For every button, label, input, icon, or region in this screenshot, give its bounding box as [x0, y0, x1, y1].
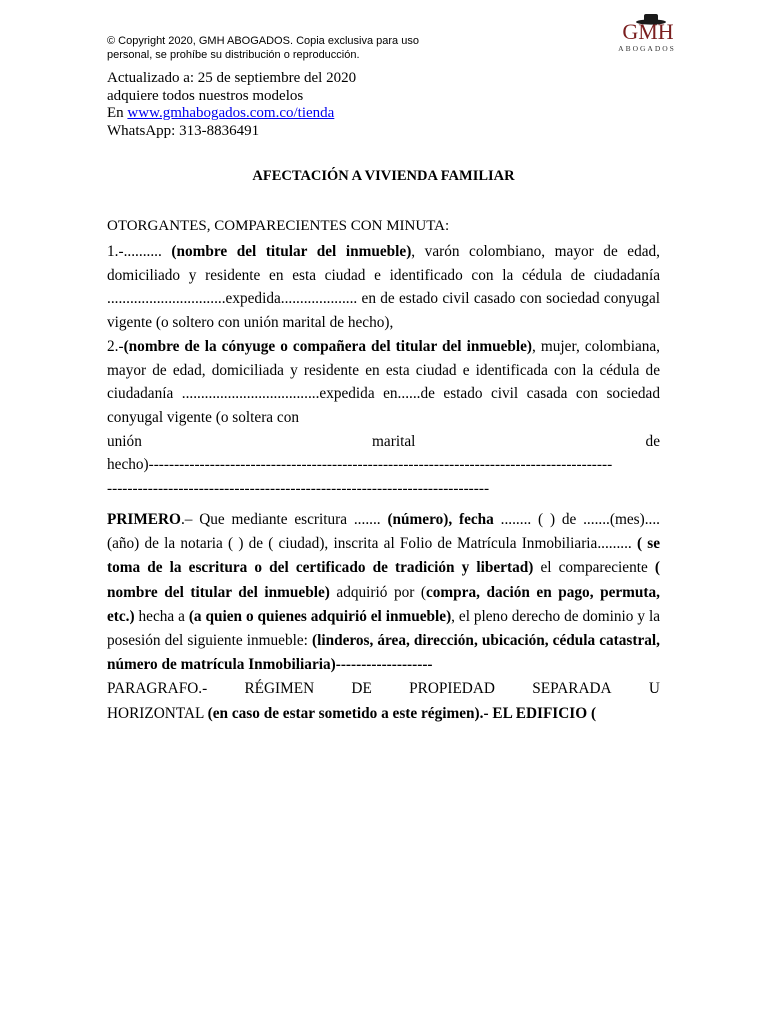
store-link-prefix: En	[107, 105, 128, 121]
primero-label: PRIMERO	[107, 511, 181, 528]
paragrafo-word-6: U	[648, 680, 660, 698]
party-2-spread-line	[107, 430, 660, 454]
document-title: AFECTACIÓN A VIVIENDA FAMILIAR	[252, 168, 515, 184]
whatsapp-number: WhatsApp: 313-8836491	[107, 122, 260, 139]
party-1-bold: (nombre del titular del inmueble)	[171, 243, 412, 260]
primero-bold-1: (número), fecha	[387, 511, 494, 528]
updated-date: Actualizado a: 25 de septiembre del 2020	[107, 70, 357, 86]
primero-bold-2: ( se toma de la escritura o del certificado de tradición y libertad)	[107, 535, 660, 577]
paragrafo-word-1: PARAGRAFO.-	[107, 680, 208, 698]
primero-paragraph	[107, 508, 660, 677]
party-2-word-union: unión	[107, 432, 142, 450]
copyright-line-2: personal, se prohíbe su distribución o reproducción.	[107, 49, 360, 61]
update-info	[107, 70, 356, 140]
acquire-models-text: adquiere todos nuestros modelos	[107, 87, 304, 104]
clauses-section	[107, 508, 660, 726]
party-2-word-marital: marital	[372, 432, 416, 450]
primero-bold-6: (linderos, área, dirección, ubicación, cédula catastral, número de matrícula Inmobiliaria)-------------------	[107, 632, 660, 674]
paragrafo-word-2: RÉGIMEN	[244, 680, 315, 698]
dash-separator: ---------------------------------------------------------------------------	[107, 480, 490, 498]
logo-letters: GMH	[622, 19, 674, 44]
party-2-word-de: de	[645, 432, 660, 450]
party-2-number: 2.-	[107, 337, 124, 355]
party-2-bold: (nombre de la cónyuge o compañera del titular del inmueble)	[123, 337, 533, 355]
store-link[interactable]: www.gmhabogados.com.co/tienda	[127, 105, 335, 121]
primero-text-2: ........ ( ) de .......(mes).... (año) de la notaria ( ) de ( ciudad), inscrita al Folio de Matrícula Inmobiliaria.........	[107, 511, 661, 553]
paragrafo-word-3: DE	[351, 680, 372, 698]
primero-text-4: adquirió por (	[329, 583, 426, 601]
copyright-line-1: © Copyright 2020, GMH ABOGADOS. Copia exclusiva para uso	[107, 35, 419, 47]
otorgantes-heading: OTORGANTES, COMPARECIENTES CON MINUTA:	[107, 218, 450, 234]
party-2-text: , mujer, colombiana, mayor de edad, domiciliada y residente en esta ciudad e identificada con la cédula de ciudadanía ....................................expedida en......de estado civil casada con sociedad conyugal vigente (o soltera con	[107, 337, 660, 426]
paragrafo-horizontal: HORIZONTAL	[107, 704, 208, 722]
party-2-end-line: hecho)-------------------------------------------------------------------------------------------	[107, 456, 613, 474]
party-1-text: , varón colombiano, mayor de edad, domiciliado y residente en esta ciudad e identificado con la cédula de ciudadanía ...............................expedida.................... en de estado civil casado con sociedad conyugal vigente (o soltero con unión marital de hecho),	[107, 243, 660, 332]
paragrafo-word-5: SEPARADA	[532, 680, 612, 698]
primero-bold-4: compra, dación en pago, permuta, etc.)	[107, 583, 660, 625]
paragrafo-line-2	[107, 702, 660, 726]
paragrafo-heading-line	[107, 677, 660, 701]
parties-section	[107, 240, 660, 501]
primero-text-6: , el pleno derecho de dominio y la posesión del siguiente inmueble:	[107, 607, 660, 650]
store-link-line	[107, 105, 356, 123]
copyright-notice	[107, 34, 527, 62]
paragrafo-word-4: PROPIEDAD	[409, 680, 495, 698]
paragrafo-bold-2: .- EL EDIFICIO (	[479, 704, 597, 722]
primero-text-5: hecha a	[134, 607, 189, 625]
primero-text-3: el compareciente	[533, 559, 655, 577]
primero-bold-3: ( nombre del titular del inmueble)	[107, 559, 661, 601]
primero-text-1: .– Que mediante escritura .......	[180, 511, 388, 528]
party-2-paragraph	[107, 335, 660, 430]
party-1-number: 1.-..........	[107, 243, 172, 260]
party-1-paragraph	[107, 240, 660, 335]
primero-bold-5: (a quien o quienes adquirió el inmueble)	[188, 607, 452, 625]
gmh-logo	[611, 12, 683, 56]
paragrafo-bold-1: (en caso de estar sometido a este régimen)	[207, 704, 480, 722]
logo-subtitle: ABOGADOS	[618, 44, 676, 53]
